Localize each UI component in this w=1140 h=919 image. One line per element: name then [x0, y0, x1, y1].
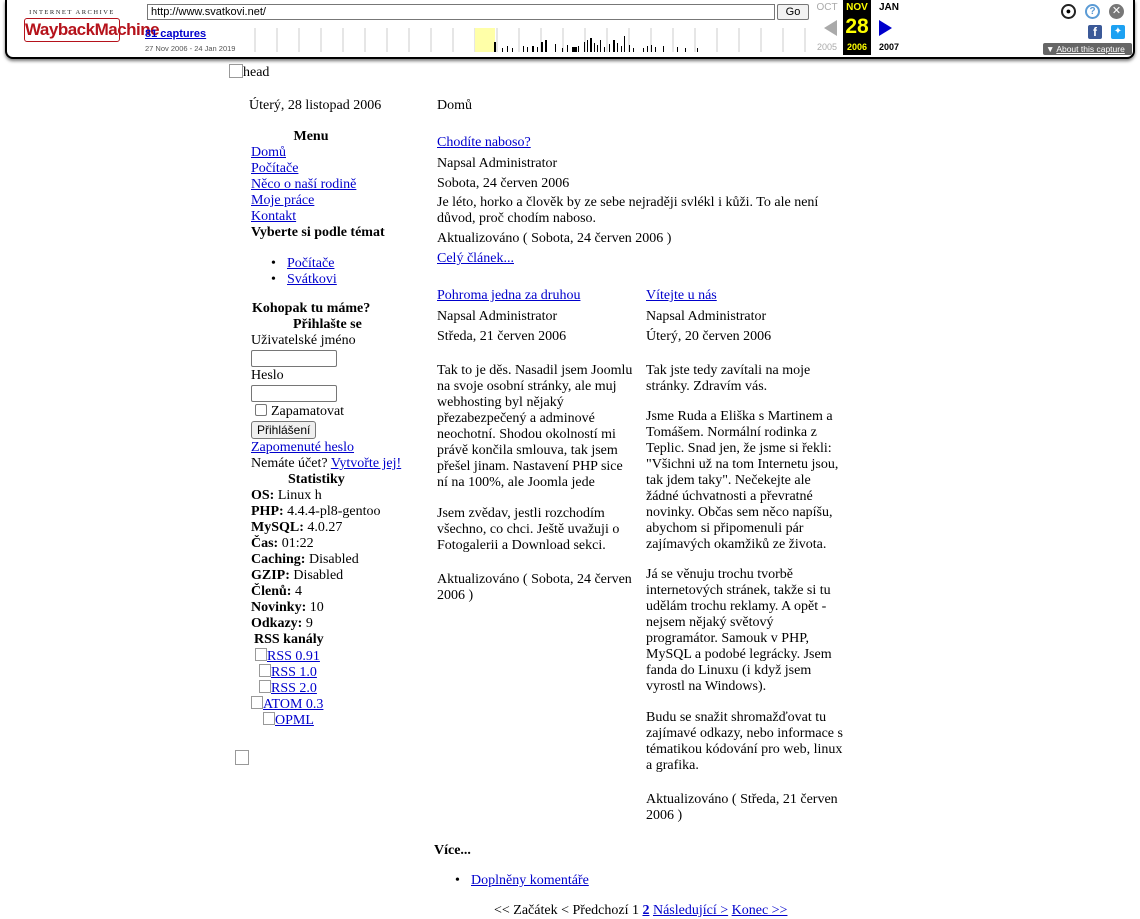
- article3-p4: Budu se snažit shromažďovat tu zajímavé odkazy, nebo informace s tématikou kódování pro web, linux a grafika.: [646, 710, 843, 773]
- article3-author: Napsal Administrator: [646, 309, 767, 324]
- stat-key: Novinky:: [251, 600, 307, 615]
- pager-page-1: 1: [631, 903, 639, 918]
- stat-value: 4.0.27: [307, 520, 343, 535]
- calendar-nav: [813, 0, 907, 55]
- topics-list: [287, 256, 337, 288]
- list-item: [471, 873, 589, 889]
- who-title: Kohopak tu máme?: [252, 301, 371, 316]
- facebook-icon[interactable]: f: [1088, 25, 1102, 39]
- article2-date: Středa, 21 červen 2006: [437, 329, 567, 344]
- rss-10-label: RSS 1.0: [271, 665, 317, 680]
- article3-p1: Tak jste tedy zavítali na moje stránky. Zdravím vás.: [646, 363, 811, 394]
- atom-link[interactable]: [251, 696, 323, 713]
- head-image-alt: head: [243, 65, 270, 80]
- cur-month: NOV: [846, 2, 868, 13]
- stat-key: Odkazy:: [251, 616, 303, 631]
- remember-checkbox[interactable]: [255, 404, 267, 416]
- breadcrumb: Domů: [437, 98, 472, 113]
- article1-date: Sobota, 24 červen 2006: [437, 176, 570, 191]
- broken-image: [235, 750, 249, 765]
- article3-title-link[interactable]: Vítejte u nás: [646, 288, 717, 303]
- comments-link[interactable]: Doplněny komentáře: [471, 873, 589, 888]
- article2-p1: Tak to je děs. Nasadil jsem Joomlu na svoje osobní stránky, ale muj webhosting byl nějaký přezabezpečený a adminové neochotní. Shodou okolností mi právě končila smlouva, tak jsem přešel jinam. Nastavení PHP sice ní na 100%, ale Joomla jede: [437, 363, 633, 490]
- current-date: Úterý, 28 listopad 2006: [249, 98, 382, 113]
- username-label: Uživatelské jméno: [251, 333, 356, 348]
- topic-svatkovi-link[interactable]: Svátkovi: [287, 272, 337, 287]
- forgot-password-link[interactable]: Zapomenuté heslo: [251, 440, 355, 455]
- rss-20-link[interactable]: [259, 680, 317, 697]
- stat-value: Disabled: [308, 552, 359, 567]
- article1-author: Napsal Administrator: [437, 156, 558, 171]
- password-input[interactable]: [251, 385, 337, 402]
- about-capture-label: About this capture: [1056, 44, 1125, 54]
- password-label: Heslo: [251, 368, 284, 383]
- menu-item-home[interactable]: Domů: [251, 145, 286, 160]
- article3-p2: Jsme Ruda a Eliška s Martinem a Tomášem. Normální rodinka z Teplic. Snad jen, že jsme si řekli: "Všichni už na tom Internetu jsou, tak jdem taky". Nečekejte ale žádné úchvatnosti a převratné novinky. Občas sem něco napíšu, abychom si připomenuli pár zajímavých okamžiků ze života.: [646, 409, 839, 552]
- captures-link[interactable]: 81 captures: [145, 28, 207, 40]
- no-account-text: Nemáte účet?: [251, 456, 328, 471]
- article2-title-link[interactable]: Pohroma jedna za druhou: [437, 288, 581, 303]
- menu-title: Menu: [293, 129, 329, 144]
- close-icon[interactable]: ✕: [1109, 4, 1124, 19]
- stat-row: [251, 504, 380, 520]
- stat-row: [251, 520, 342, 536]
- topics-title: Vyberte si podle témat: [251, 225, 385, 240]
- list-item: [287, 256, 337, 272]
- menu-item-contact[interactable]: Kontakt: [251, 209, 297, 224]
- captures-info: [145, 28, 235, 53]
- menu-item-computers[interactable]: Počítače: [251, 161, 299, 176]
- stat-row: [251, 616, 313, 632]
- prev-arrow-icon[interactable]: [824, 20, 837, 36]
- article3-updated: Aktualizováno ( Středa, 21 červen 2006 ): [646, 792, 838, 823]
- stat-key: OS:: [251, 488, 275, 503]
- next-year: 2007: [878, 42, 900, 52]
- rss-091-label: RSS 0.91: [267, 649, 320, 664]
- stat-key: Čas:: [251, 536, 279, 551]
- pager-first: << Začátek: [494, 903, 558, 918]
- article2-p2: Jsem zvědav, jestli rozchodím všechno, co chci. Ještě uvažuji o Fotogalerii a Download sekci.: [437, 506, 620, 553]
- article3-date: Úterý, 20 červen 2006: [646, 329, 772, 344]
- more-title: Více...: [434, 843, 471, 858]
- stat-key: Členů:: [251, 584, 292, 599]
- more-list: [471, 873, 589, 889]
- cur-year: 2006: [846, 42, 868, 52]
- stat-key: MySQL:: [251, 520, 304, 535]
- stat-row: [251, 600, 324, 616]
- next-arrow-icon[interactable]: [879, 20, 892, 36]
- create-account-link[interactable]: Vytvořte jej!: [330, 456, 402, 471]
- pagination: [494, 903, 787, 919]
- stat-row: [251, 552, 359, 568]
- logo-main-text: WaybackMachine: [24, 18, 120, 42]
- wayback-logo[interactable]: [24, 9, 160, 42]
- stats-title: Statistiky: [288, 472, 345, 487]
- head-image: [229, 64, 269, 81]
- stat-value: 4: [294, 584, 302, 599]
- pager-last[interactable]: Konec >>: [731, 903, 788, 918]
- menu-item-work[interactable]: Moje práce: [251, 193, 315, 208]
- opml-label: OPML: [275, 713, 314, 728]
- pager-next[interactable]: Následující >: [652, 903, 729, 918]
- help-icon[interactable]: ?: [1085, 4, 1100, 19]
- cur-day: 28: [845, 15, 869, 38]
- list-item: [287, 272, 337, 288]
- article2-updated: Aktualizováno ( Sobota, 24 červen 2006 ): [437, 572, 632, 603]
- stat-value: 9: [305, 616, 313, 631]
- twitter-icon[interactable]: ✦: [1111, 25, 1125, 39]
- stat-value: Disabled: [293, 568, 344, 583]
- about-capture-button[interactable]: ▼ About this capture: [1043, 43, 1132, 55]
- register-row: [251, 456, 401, 472]
- user-icon[interactable]: ●: [1061, 4, 1076, 19]
- rss-20-label: RSS 2.0: [271, 681, 317, 696]
- rss-title: RSS kanály: [254, 632, 324, 647]
- menu-item-family[interactable]: Něco o naší rodině: [251, 177, 357, 192]
- login-button[interactable]: Přihlášení: [251, 421, 316, 439]
- next-month: JAN: [878, 2, 899, 13]
- pager-page-2[interactable]: 2: [642, 903, 650, 918]
- stat-key: PHP:: [251, 504, 284, 519]
- stat-row: [251, 584, 302, 600]
- prev-year: 2005: [816, 42, 838, 52]
- prev-month-col[interactable]: [813, 0, 841, 55]
- stat-value: 01:22: [281, 536, 314, 551]
- article2-author: Napsal Administrator: [437, 309, 558, 324]
- stat-value: 10: [309, 600, 324, 615]
- go-button[interactable]: Go: [777, 4, 809, 20]
- captures-range: 27 Nov 2006 - 24 Jan 2019: [145, 44, 236, 53]
- rss-10-link[interactable]: [259, 664, 317, 681]
- stat-row: [251, 488, 322, 504]
- stat-key: Caching:: [251, 552, 306, 567]
- article1-readmore-link[interactable]: Celý článek...: [437, 251, 514, 266]
- current-month-col: [843, 0, 871, 55]
- username-input[interactable]: [251, 350, 337, 367]
- stat-key: GZIP:: [251, 568, 290, 583]
- rss-091-link[interactable]: [255, 648, 320, 665]
- url-input[interactable]: http://www.svatkovi.net/: [147, 4, 775, 20]
- logo-top-text: INTERNET ARCHIVE: [29, 9, 115, 16]
- prev-month: OCT: [816, 2, 838, 13]
- wayback-toolbar: [5, 0, 1135, 59]
- article3-p3: Já se věnuju trochu tvorbě internetových stránek, takže si tu udělám trochu reklamy. A opět - nejsem nějaký světový programátor. Samouk v PHP, MySQL a podobé legrácky. Jsem fanda do Linuxu (i když jsem vyrostl na Windows).: [646, 567, 832, 694]
- remember-row: [251, 404, 344, 420]
- stat-value: 4.4.4-pl8-gentoo: [287, 504, 381, 519]
- stat-value: Linux h: [277, 488, 322, 503]
- opml-link[interactable]: [263, 712, 314, 729]
- stat-row: [251, 568, 343, 584]
- article1-updated: Aktualizováno ( Sobota, 24 červen 2006 ): [437, 231, 672, 246]
- article1-body: Je léto, horko a člověk by ze sebe nejraději svlékl i kůži. To ale není důvod, proč chodím naboso.: [437, 195, 819, 226]
- capture-sparkline[interactable]: [247, 28, 809, 52]
- article1-title-link[interactable]: Chodíte naboso?: [437, 135, 531, 150]
- atom-label: ATOM 0.3: [263, 697, 324, 712]
- remember-label: Zapamatovat: [271, 404, 345, 419]
- topic-computers-link[interactable]: Počítače: [287, 256, 335, 271]
- stat-row: [251, 536, 314, 552]
- login-title: Přihlašte se: [293, 317, 362, 332]
- pager-prev: < Předchozí: [561, 903, 629, 918]
